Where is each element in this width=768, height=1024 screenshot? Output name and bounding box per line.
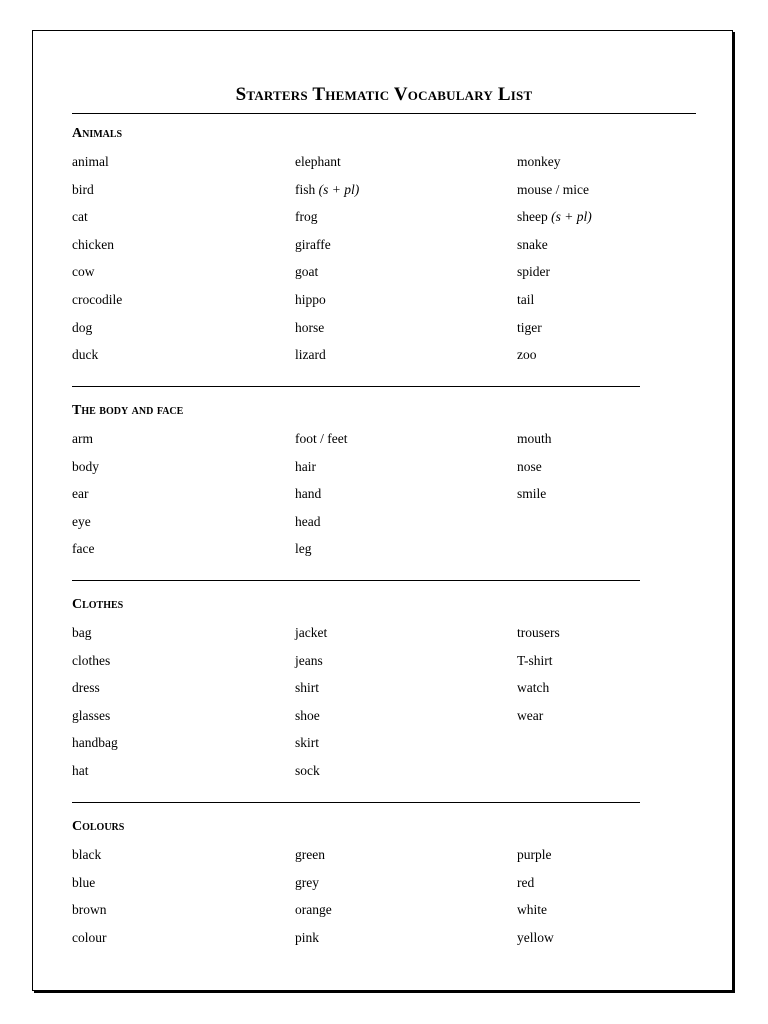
vocab-word [295, 486, 517, 514]
word-column [295, 154, 517, 375]
word-column [517, 431, 717, 569]
vocab-word-text: face [72, 541, 95, 557]
section-animals [72, 126, 732, 375]
vocab-word [72, 320, 295, 348]
vocab-word [295, 625, 517, 653]
vocab-word [517, 653, 717, 681]
vocab-word [517, 154, 717, 182]
vocab-word-text: elephant [295, 154, 341, 169]
vocab-word-text: crocodile [72, 291, 123, 307]
vocab-word-text: spider [517, 264, 550, 280]
vocab-word-text: brown [72, 902, 107, 918]
vocab-word-text: trousers [517, 625, 560, 640]
vocab-word-text: sock [295, 762, 320, 778]
vocab-word [72, 541, 295, 569]
vocab-word-text: glasses [72, 707, 111, 723]
vocab-word-text: red [517, 874, 535, 890]
vocab-word [517, 847, 717, 875]
vocab-word [295, 875, 517, 903]
vocab-word [72, 847, 295, 875]
word-column [72, 154, 295, 375]
vocab-word-text: jeans [295, 652, 323, 668]
vocab-word-text: horse [295, 319, 325, 335]
word-column [72, 847, 295, 957]
vocab-word-text: nose [517, 458, 542, 474]
vocab-word [72, 930, 295, 958]
vocab-word [295, 347, 517, 375]
vocab-word [72, 237, 295, 265]
vocab-word-text: bird [72, 181, 94, 197]
word-grid [72, 154, 732, 375]
vocab-word-text: white [517, 902, 547, 918]
vocab-word [295, 514, 517, 542]
word-column [72, 625, 295, 791]
vocab-word [72, 680, 295, 708]
vocab-word [295, 237, 517, 265]
word-grid [72, 625, 732, 791]
vocab-word [517, 875, 717, 903]
vocab-word [517, 902, 717, 930]
vocab-word-text: arm [72, 431, 93, 446]
word-grid [72, 847, 732, 957]
vocab-word [72, 292, 295, 320]
vocab-word-text: green [295, 847, 325, 862]
vocab-word-text: cow [72, 264, 95, 280]
vocab-word [72, 209, 295, 237]
vocab-word-text: animal [72, 154, 109, 169]
vocab-word-text: hat [72, 762, 89, 778]
vocab-word-text: chicken [72, 236, 114, 252]
vocab-word-text: head [295, 513, 321, 529]
word-grid [72, 431, 732, 569]
section-body-and-face [72, 403, 732, 569]
section-divider [72, 386, 640, 387]
vocab-word [72, 459, 295, 487]
vocab-word [295, 708, 517, 736]
vocab-word [295, 902, 517, 930]
section-clothes [72, 597, 732, 791]
vocab-word [295, 292, 517, 320]
vocab-word [72, 182, 295, 210]
vocab-word [72, 763, 295, 791]
vocab-word [295, 209, 517, 237]
word-column [517, 625, 717, 791]
vocab-word-text: shoe [295, 707, 320, 723]
vocab-word [295, 154, 517, 182]
vocab-word-text: cat [72, 209, 88, 225]
vocab-word-text: blue [72, 874, 96, 890]
vocab-word [295, 735, 517, 763]
vocab-word [295, 320, 517, 348]
vocab-word [295, 182, 517, 210]
vocab-word [295, 680, 517, 708]
vocab-word [517, 708, 717, 736]
vocab-word-text: monkey [517, 154, 561, 169]
vocab-word-text: dog [72, 319, 93, 335]
vocab-word-text: snake [517, 236, 548, 252]
vocab-word [517, 625, 717, 653]
vocab-word-text: hair [295, 458, 316, 474]
vocab-word-text: lizard [295, 347, 326, 363]
vocab-word-text: hippo [295, 291, 326, 307]
vocab-word-text: giraffe [295, 236, 331, 252]
vocab-word-text: eye [72, 513, 91, 529]
vocab-word-text: purple [517, 847, 552, 862]
vocab-word-text: jacket [295, 625, 328, 640]
vocab-word [72, 154, 295, 182]
vocab-word-text: bag [72, 625, 92, 640]
vocab-word-text: hand [295, 486, 322, 502]
vocab-word-note: (s + pl) [551, 209, 592, 225]
vocab-word [72, 875, 295, 903]
vocab-word [295, 763, 517, 791]
vocab-word [517, 264, 717, 292]
word-column [72, 431, 295, 569]
vocab-word [72, 708, 295, 736]
vocab-word [517, 431, 717, 459]
word-column [517, 154, 717, 375]
vocab-word-text: tiger [517, 319, 542, 335]
vocab-word-text: clothes [72, 652, 111, 668]
vocab-word [72, 431, 295, 459]
vocab-word [72, 625, 295, 653]
word-column [295, 847, 517, 957]
page-title: Starters Thematic Vocabulary List [235, 84, 533, 105]
word-column [295, 625, 517, 791]
vocab-word [517, 459, 717, 487]
vocab-word [72, 514, 295, 542]
vocab-word [72, 902, 295, 930]
vocab-word-text: mouse / mice [517, 181, 589, 197]
vocab-word [72, 347, 295, 375]
vocab-word-text: dress [72, 680, 100, 696]
vocab-word-text: leg [295, 541, 312, 557]
vocab-word-text: mouth [517, 431, 552, 446]
vocab-word-text: watch [517, 680, 550, 696]
section-heading: Clothes [72, 597, 124, 612]
vocab-word-text: duck [72, 347, 99, 363]
word-column [517, 847, 717, 957]
word-column [295, 431, 517, 569]
vocab-word-text: orange [295, 902, 332, 918]
vocab-word [295, 459, 517, 487]
vocab-word-note: (s + pl) [318, 181, 360, 197]
vocab-word-text: pink [295, 929, 320, 945]
vocab-word [517, 930, 717, 958]
vocab-word [295, 431, 517, 459]
vocab-word [72, 735, 295, 763]
section-divider [72, 580, 640, 581]
section-colours [72, 819, 732, 957]
vocab-word-text: body [72, 458, 99, 474]
vocab-word [517, 237, 717, 265]
vocab-word [517, 680, 717, 708]
vocab-word [295, 930, 517, 958]
vocab-word-text: skirt [295, 735, 320, 751]
vocab-word-text: frog [295, 209, 318, 225]
vocab-word-text: T-shirt [517, 652, 553, 668]
section-heading: Colours [72, 819, 125, 834]
vocab-word-text: grey [295, 874, 319, 890]
vocab-word-text: shirt [295, 680, 320, 696]
vocab-word [517, 292, 717, 320]
vocab-word [72, 486, 295, 514]
vocab-word [517, 347, 717, 375]
vocab-word-text: wear [517, 707, 544, 723]
vocab-word [295, 653, 517, 681]
section-heading: The body and face [72, 403, 184, 418]
vocab-word-text: yellow [517, 929, 554, 945]
vocab-word-text: ear [72, 486, 89, 502]
vocab-word [72, 264, 295, 292]
vocab-word-text: goat [295, 264, 319, 280]
vocab-word-text: smile [517, 486, 547, 502]
vocab-word-text: handbag [72, 735, 118, 751]
vocab-word [517, 486, 717, 514]
section-divider [72, 802, 640, 803]
vocab-word-text: zoo [517, 347, 537, 363]
vocab-word-text: foot / feet [295, 431, 348, 446]
section-heading: Animals [72, 126, 123, 141]
vocab-word [517, 320, 717, 348]
vocab-word [295, 541, 517, 569]
vocab-word [295, 847, 517, 875]
vocab-word-text: black [72, 847, 102, 862]
vocab-word-text: sheep [517, 209, 548, 225]
vocab-word [517, 182, 717, 210]
vocab-word-text: colour [72, 929, 107, 945]
vocab-word [295, 264, 517, 292]
vocab-word [72, 653, 295, 681]
title-rule [72, 113, 696, 114]
vocab-word-text: fish [295, 181, 316, 197]
vocab-word-text: tail [517, 291, 535, 307]
vocab-word [517, 209, 717, 237]
